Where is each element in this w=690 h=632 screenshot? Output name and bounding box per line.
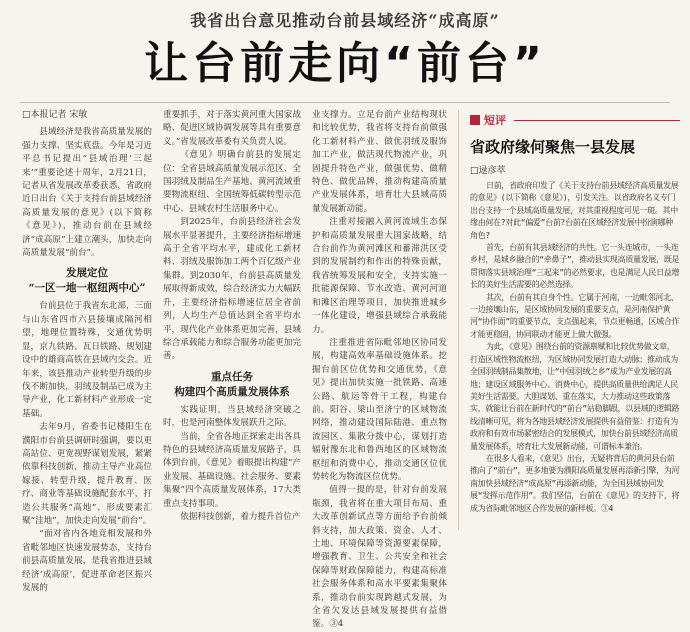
tag-square-icon: [470, 115, 480, 125]
article-column-2: [163, 109, 301, 537]
paragraph: 去年9月，省委书记楼阳生在濮阳市台前县调研时强调，要以更高站位、更宽视野谋划发展，紧紧依靠科技创新，推动主导产业高位嫁接、转型升级，提升教育、医疗、商业等基础设施配套水平，打造公共服务“高地”、形成要素汇聚“洼地”，加快走向发展“前台”。: [22, 422, 152, 526]
subheading-line-1: 发展定位: [66, 267, 108, 280]
subheading-line-2: “一区一地一枢纽两中心”: [28, 282, 146, 295]
paragraph: 注重推进省际毗邻地区协同发展，构建高效率基础设施体系。挖掘台前区位优势和交通优势，《意见》提出加快实施一批铁路、高速公路、航运等骨干工程，构建台前、阳谷、梁山至济宁的区域物流网络，推动建设国际陆港、重点物流园区、集散分拨中心，谋划打造辐射豫东北和鲁西地区的区域物流枢纽和消费中心，推动交通区位优势转化为物流区位优势。: [312, 337, 447, 482]
paragraph: “面对省内各地竞相发展和外省毗邻地区快速发展势态，支持台前县高质量发展，是我省推进县域经济‘成高原’，促进革命老区振兴发展的: [22, 529, 152, 593]
column-divider: [458, 110, 459, 530]
kicker-headline: 我省出台意见推动台前县域经济“成高原”: [190, 11, 500, 30]
paragraph: 县域经济是我省高质量发展的强力支撑、坚实底盘。今年是习近平总书记提出“县域治理‘三起来’”重要论述十周年，2月21日，记者从省发展改革委获悉，省政府近日出台《关于支持台前县域经济高质量发展的意见》(以下简称《意见》)，推动台前在县域经济“成高原”上建立潮头，加快走向高质量发展“前台”。: [22, 127, 152, 259]
commentary-tag: [470, 112, 680, 128]
paragraph: 其次，台前有其自身个性。它属于河南，一边毗邻河北、一边接壤山东，是区域协同发展的重要支点，是河南保护黄河“协作面”的重要节点，支点强起来，节点更畅通，区域合作才能更稳固，协同联动才能更上做大做强。: [470, 292, 680, 339]
commentary-box: [470, 112, 680, 537]
tag-rule: [514, 120, 680, 121]
byline: □本报记者 宋敏: [22, 110, 88, 120]
subheading-line-1: 重点任务: [211, 370, 253, 383]
paragraph: 依据科技创新，着力提升首位产: [180, 511, 301, 522]
paragraph: 业支撑力。立足台前产业结构现状和比较优势，我省将支持台前做强化工新材料产业、做优羽绒及服饰加工产业，做活现代物流产业，巩固提升特色产业，做强优势、做精特色、做优品牌，推动构建高质量产业发展体系，培育壮大县域高质量发展新动能。: [312, 110, 447, 214]
main-headline: 让台前走向“前台”: [144, 38, 546, 89]
article-column-3: [312, 109, 447, 630]
paragraph: 《意见》明确台前县的发展定位：全省县域高质量发展示范区、全国羽绒及制品生产基地、黄河流域重要物流枢纽、全国统筹低碳转型示范中心、县域农村生活服务中心。: [163, 150, 301, 214]
paragraph: 首先，台前有其县域经济的共性。它一头连城市，一头连乡村，是城乡融合的“牵鼻子”，推动县实现高质量发展，既是贯彻落实县域治理“三起来”的必然要求，也是满足人民日益增长的美好生活需要的必然选择。: [470, 243, 680, 290]
tag-label: 短评: [484, 114, 506, 127]
paragraph: 当前，全省各地正探索走出各具特色的县域经济高质量发展路子，具体到台前，《意见》着眼提出构建“产业发展、基础设施、社会服务、要素集聚”四个高质量发展体系，17大类重点支持事项。: [163, 431, 301, 509]
commentary-body: [470, 180, 680, 515]
paragraph: 重要抓手，对于落实黄河重大国家战略、促进区域协调发展等具有重要意义。”省发展改革委有关负责人说。: [163, 110, 301, 147]
subheading-key-tasks: [163, 370, 301, 400]
headline-rule: [20, 102, 670, 103]
paragraph: 在很多人看来，《意见》出台，无疑将背后的黄河县台前推向了“前台”，更多地要为濮阳高质量发展再添新引擎，为河南加快县域经济“成高原”再添新动能，为全国县域协同发展“发挥示范作用”。我们坚信，台前在《意见》的支持下，将成为省际毗邻地区合作发展的新样板。③4: [470, 453, 680, 513]
paragraph: 实践证明，当县域经济突破之时，也是河南整体发展跃升之际。: [163, 404, 301, 429]
paragraph: 日前，省政府印发了《关于支持台前县域经济高质量发展的意见》(以下简称《意见》)，引发关注。以省政府名义专门出台支持一个县域高质量发展，对其重视程度可见一斑。其中缘由何在?对此“偏爱”台前?台前在区域经济发展中扮演哪种角色?: [470, 181, 679, 240]
subheading-positioning: [22, 266, 152, 296]
paragraph: 到2025年，台前县经济社会发展水平显著提升，主要经济指标增速高于全省平均水平，建成化工新材料、羽绒及服饰加工两个百亿级产业集群。到2030年，台前县高质量发展取得新成效，综合经济实力大幅跃升，主要经济指标增速位居全省前列，人均生产总值达到全省平均水平，现代化产业体系更加完善，县域综合承载能力和综合服务功能更加完善。: [163, 217, 301, 362]
paragraph: 值得一提的是，针对台前发展瓶颈，我省将在重大项目布局、重大改革创新试点等方面给予台前倾斜支持，加大政策、资金、人才、土地、环境保障等资源要素保障，增强教育、卫生、公共安全和社会保障等财政保障能力，构建高标准社会服务体系和高水平要素集聚体系，推动台前实现跨越式发展，为全省欠发达县域发展提供有益借鉴。③4: [312, 485, 447, 630]
subheading-line-2: 构建四个高质量发展体系: [174, 385, 290, 398]
paragraph: 台前县位于我省东北部，三面与山东省四市六县接壤成隔河相望，地理位置特殊，交通优势明显，京九铁路、瓦日铁路、规划建设中的雄商高铁在县域内交会。近年来，该县推动产业转型升级的步伐不断加快，羽绒及制品已成为主导产业，化工新材料产业形成一定基础。: [22, 301, 152, 419]
commentary-byline: □逯彦萃: [470, 166, 506, 176]
paragraph: 注重对接融入黄河流域生态保护和高质量发展重大国家战略，结合台前作为黄河滩区和蓄滞洪区受到的发展制约和作出的特殊贡献，我省统筹发展和安全，支持实施一批能源保障、节水改造、黄河河道和滩区治理等项目，加快推进城乡一体化建设，增强县域综合承载能力。: [312, 217, 447, 335]
article-column-1: [22, 109, 152, 593]
commentary-title: 省政府缘何聚焦一县发展: [470, 138, 636, 156]
paragraph: 为此，《意见》围绕台前的资源禀赋和比较优势做文章，打造区域性物流枢纽，为区域协同发展打造大动脉；推动成为全国羽绒制品集散地，让“中国羽绒之乡”成为产业发展的高地；建设区域服务中心、消费中心，提供高质量供给满足人民美好生活需要。大胆谋划、重在落实，大力推动这些政策落实，就能让台前在新时代的“前台”站稳脚跟，以县域的逻辑路线清晰可见，将为各地县域经济发展提供有益借鉴：打造有为政府和有效市场紧密结合的发展模式，加快台前县域经济高质量发展体系，培育壮大发展新动能，可谓标本兼治。: [470, 342, 680, 451]
